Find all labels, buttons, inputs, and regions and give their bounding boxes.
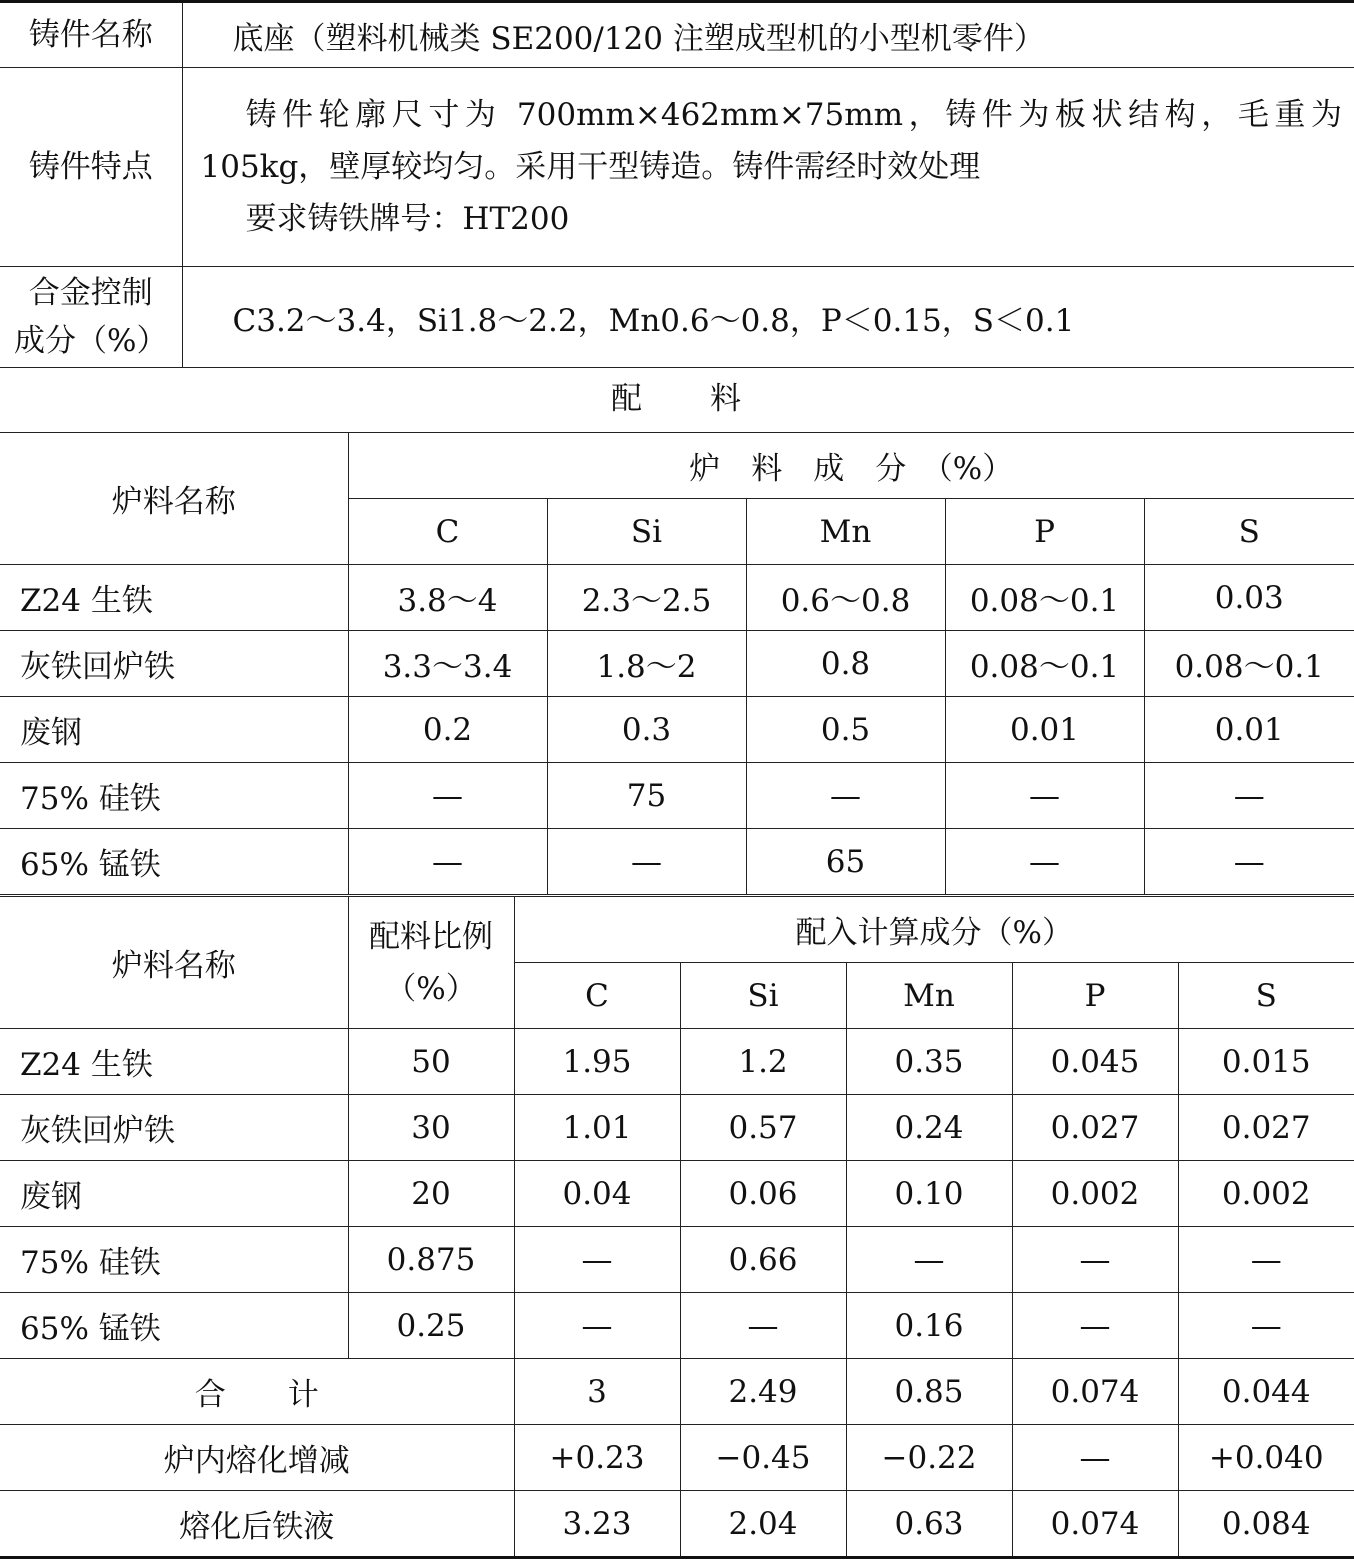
melt-change-row: [0, 1425, 1354, 1491]
table-cell: 0.06: [680, 1161, 846, 1227]
table-row: [0, 763, 1354, 829]
table-cell: 0.01: [945, 697, 1144, 763]
table-cell: —: [514, 1293, 680, 1359]
table-cell: 1.8～2: [547, 631, 746, 697]
ratio-cell: 20: [348, 1161, 514, 1227]
table-cell: —: [1144, 829, 1354, 895]
calc-name-header: 炉料名称: [0, 897, 348, 1029]
section-title: 配 料: [0, 366, 1354, 433]
table-row: [0, 1293, 1354, 1359]
casting-name-label: 铸件名称: [0, 2, 182, 68]
table-cell: −0.22: [846, 1425, 1012, 1491]
table-row: [0, 1029, 1354, 1095]
table-cell: 0.5: [746, 697, 945, 763]
table-cell: 0.074: [1012, 1359, 1178, 1425]
alloy-control-label: 合金控制成分（%）: [0, 267, 182, 368]
table-cell: 2.3～2.5: [547, 565, 746, 631]
table-cell: 0.084: [1178, 1491, 1354, 1558]
table-cell: —: [846, 1227, 1012, 1293]
table-cell: —: [945, 829, 1144, 895]
table-cell: —: [1178, 1293, 1354, 1359]
table-cell: 0.03: [1144, 565, 1354, 631]
table-cell: —: [680, 1293, 846, 1359]
table-cell: 75: [547, 763, 746, 829]
table-cell: —: [547, 829, 746, 895]
table-cell: 0.027: [1012, 1095, 1178, 1161]
summary-label: 炉内熔化增减: [0, 1425, 514, 1491]
casting-name-row: [0, 2, 1354, 68]
element-header-si: Si: [680, 963, 846, 1029]
total-row: [0, 1359, 1354, 1425]
alloy-control-value: C3.2～3.4，Si1.8～2.2，Mn0.6～0.8，P＜0.15，S＜0.1: [182, 267, 1354, 368]
table-cell: +0.23: [514, 1425, 680, 1491]
table-cell: 3.3～3.4: [348, 631, 547, 697]
charge-name: 废钢: [0, 1161, 348, 1227]
element-header-mn: Mn: [846, 963, 1012, 1029]
table-cell: —: [348, 829, 547, 895]
table-cell: —: [1012, 1425, 1178, 1491]
table-cell: 1.2: [680, 1029, 846, 1095]
table-cell: 0.63: [846, 1491, 1012, 1558]
table-cell: 3.23: [514, 1491, 680, 1558]
calc-ratio-header: 配料比例（%）: [348, 897, 514, 1029]
table-cell: 2.49: [680, 1359, 846, 1425]
ratio-cell: 50: [348, 1029, 514, 1095]
table-cell: 1.01: [514, 1095, 680, 1161]
table-cell: 0.015: [1178, 1029, 1354, 1095]
table-cell: 0.044: [1178, 1359, 1354, 1425]
table-cell: 0.6～0.8: [746, 565, 945, 631]
table-row: [0, 1161, 1354, 1227]
table-cell: 0.08～0.1: [945, 565, 1144, 631]
element-header-s: S: [1144, 499, 1354, 565]
table-cell: 0.002: [1178, 1161, 1354, 1227]
charge-header-row: [0, 433, 1354, 499]
casting-feature-text: 铸件轮廓尺寸为 700mm×462mm×75mm，铸件为板状结构，毛重为 105kg，壁厚较均匀。采用干型铸造。铸件需经时效处理: [200, 97, 1342, 185]
table-cell: 2.04: [680, 1491, 846, 1558]
alloy-control-row: [0, 267, 1354, 368]
table-cell: 1.95: [514, 1029, 680, 1095]
table-cell: 0.002: [1012, 1161, 1178, 1227]
table-cell: 0.35: [846, 1029, 1012, 1095]
table-cell: —: [945, 763, 1144, 829]
element-header-p: P: [945, 499, 1144, 565]
table-cell: +0.040: [1178, 1425, 1354, 1491]
element-header-p: P: [1012, 963, 1178, 1029]
table-row: [0, 631, 1354, 697]
table-cell: 0.074: [1012, 1491, 1178, 1558]
calculated-composition-table: [0, 896, 1354, 1559]
final-melt-row: [0, 1491, 1354, 1558]
table-cell: 0.16: [846, 1293, 1012, 1359]
table-cell: 0.2: [348, 697, 547, 763]
charge-composition-table: [0, 432, 1354, 895]
ratio-cell: 0.25: [348, 1293, 514, 1359]
table-cell: —: [1178, 1227, 1354, 1293]
element-header-mn: Mn: [746, 499, 945, 565]
element-header-s: S: [1178, 963, 1354, 1029]
charge-name: 灰铁回炉铁: [0, 631, 348, 697]
table-cell: 0.027: [1178, 1095, 1354, 1161]
table-cell: 0.04: [514, 1161, 680, 1227]
table-cell: 0.08～0.1: [1144, 631, 1354, 697]
table-row: [0, 829, 1354, 895]
charge-name: 65% 锰铁: [0, 1293, 348, 1359]
ratio-cell: 0.875: [348, 1227, 514, 1293]
charge-name: 废钢: [0, 697, 348, 763]
summary-label: 合 计: [0, 1359, 514, 1425]
table-cell: —: [1012, 1293, 1178, 1359]
summary-label: 熔化后铁液: [0, 1491, 514, 1558]
table-cell: 0.3: [547, 697, 746, 763]
element-header-c: C: [514, 963, 680, 1029]
charge-name: 灰铁回炉铁: [0, 1095, 348, 1161]
table-cell: —: [1144, 763, 1354, 829]
table-cell: 3: [514, 1359, 680, 1425]
charge-name: 75% 硅铁: [0, 763, 348, 829]
casting-feature-row: [0, 68, 1354, 267]
charge-name: 65% 锰铁: [0, 829, 348, 895]
charge-name: Z24 生铁: [0, 1029, 348, 1095]
table-cell: −0.45: [680, 1425, 846, 1491]
table-cell: —: [746, 763, 945, 829]
element-header-si: Si: [547, 499, 746, 565]
calc-header-row: [0, 897, 1354, 963]
table-row: [0, 565, 1354, 631]
table-cell: —: [348, 763, 547, 829]
casting-info-table: [0, 0, 1354, 368]
table-row: [0, 1095, 1354, 1161]
element-header-c: C: [348, 499, 547, 565]
casting-feature-label: 铸件特点: [0, 68, 182, 267]
table-cell: 0.01: [1144, 697, 1354, 763]
charge-composition-header: 炉 料 成 分 （%）: [348, 433, 1354, 499]
table-cell: 65: [746, 829, 945, 895]
casting-feature-cell: [182, 68, 1354, 267]
table-cell: 0.57: [680, 1095, 846, 1161]
table-row: [0, 1227, 1354, 1293]
charge-name-header: 炉料名称: [0, 433, 348, 565]
casting-name-value: 底座（塑料机械类 SE200/120 注塑成型机的小型机零件）: [182, 2, 1354, 68]
table-cell: 0.85: [846, 1359, 1012, 1425]
table-cell: 0.08～0.1: [945, 631, 1144, 697]
ratio-cell: 30: [348, 1095, 514, 1161]
charge-name: Z24 生铁: [0, 565, 348, 631]
table-cell: 0.10: [846, 1161, 1012, 1227]
table-cell: —: [514, 1227, 680, 1293]
calc-composition-header: 配入计算成分（%）: [514, 897, 1354, 963]
table-cell: 3.8～4: [348, 565, 547, 631]
table-cell: 0.045: [1012, 1029, 1178, 1095]
charge-name: 75% 硅铁: [0, 1227, 348, 1293]
table-row: [0, 697, 1354, 763]
table-cell: —: [1012, 1227, 1178, 1293]
table-cell: 0.8: [746, 631, 945, 697]
table-cell: 0.24: [846, 1095, 1012, 1161]
table-cell: 0.66: [680, 1227, 846, 1293]
casting-grade-text: 要求铸铁牌号：HT200: [245, 201, 570, 237]
